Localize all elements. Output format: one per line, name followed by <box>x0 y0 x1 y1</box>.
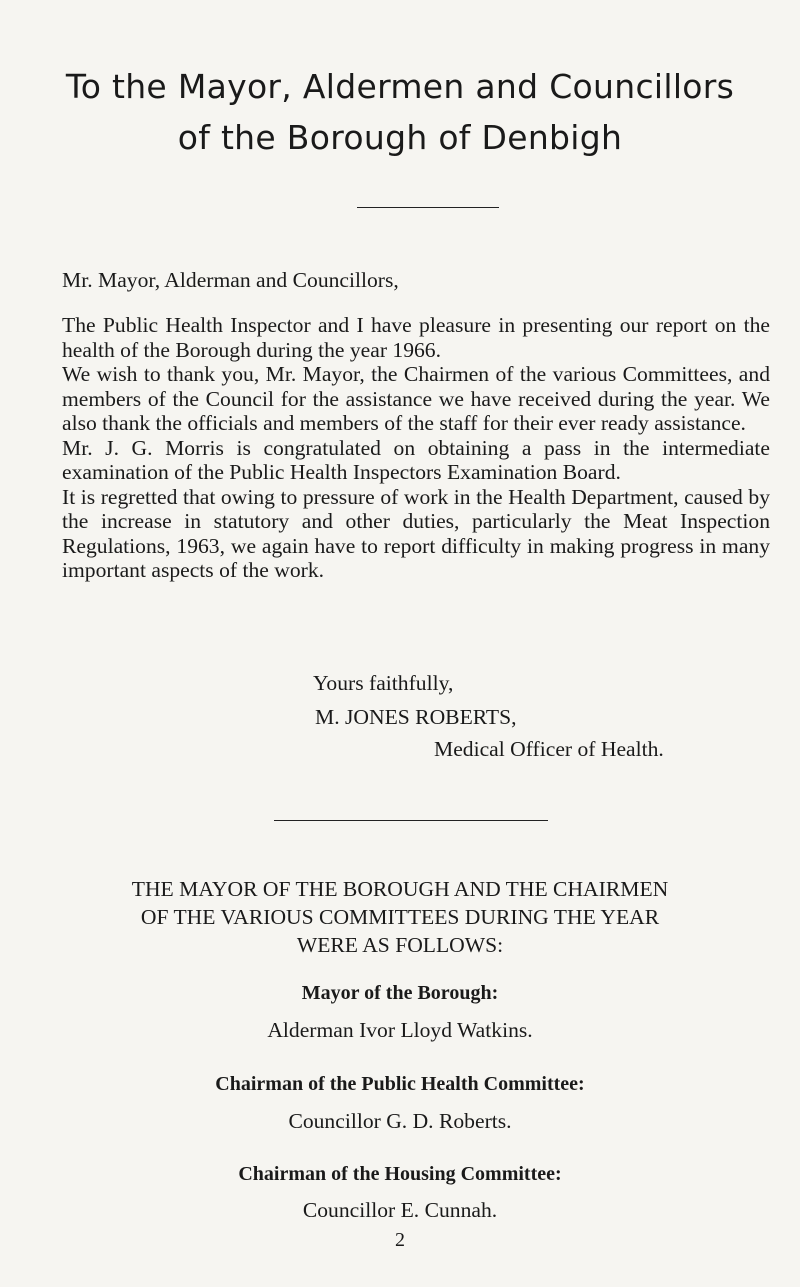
officers-heading-line: OF THE VARIOUS COMMITTEES DURING THE YEAR <box>140 905 660 929</box>
letter-paragraph: The Public Health Inspector and I have pleasure in presenting our report on the health of the Borough during the year 1966. <box>62 313 770 362</box>
letter-paragraph: Mr. J. G. Morris is congratulated on obtaining a pass in the intermediate examination of the Public Health Inspectors Examination Board. <box>62 435 770 484</box>
letter-signatory: M. JONES ROBERTS, <box>315 705 517 729</box>
office-title-public-health-chair: Chairman of the Public Health Committee: <box>215 1073 585 1095</box>
divider-rule-top <box>357 207 499 208</box>
letter-signatory-title: Medical Officer of Health. <box>434 737 664 761</box>
office-holder-mayor: Alderman Ivor Lloyd Watkins. <box>267 1018 533 1042</box>
letter-body <box>62 313 770 583</box>
officers-heading <box>0 875 800 959</box>
report-title-line-1: To the Mayor, Aldermen and Councillors <box>65 67 735 106</box>
letter-closing: Yours faithfully, <box>313 671 454 695</box>
letter-salutation: Mr. Mayor, Alderman and Councillors, <box>62 268 399 292</box>
page-number: 2 <box>395 1229 405 1251</box>
office-holder-housing-chair: Councillor E. Cunnah. <box>302 1198 498 1222</box>
divider-rule-middle <box>274 820 548 821</box>
letter-paragraph: It is regretted that owing to pressure of work in the Health Department, caused by the increase in statutory and other duties, particularly the Meat Inspection Regulations, 1963, we again have to report difficulty in making progress in many important aspects of the work. <box>62 484 770 582</box>
office-holder-public-health-chair: Councillor G. D. Roberts. <box>288 1109 512 1133</box>
officers-heading-line: WERE AS FOLLOWS: <box>296 933 504 957</box>
letter-paragraph: We wish to thank you, Mr. Mayor, the Chairmen of the various Committees, and members of the Council for the assistance we have received during the year. We also thank the officials and members of the staff for their ever ready assistance. <box>62 362 770 435</box>
office-title-mayor: Mayor of the Borough: <box>301 982 499 1004</box>
officers-heading-line: THE MAYOR OF THE BOROUGH AND THE CHAIRMEN <box>131 877 669 901</box>
report-title-line-2: of the Borough of Denbigh <box>177 118 623 157</box>
office-title-housing-chair: Chairman of the Housing Committee: <box>238 1163 562 1185</box>
